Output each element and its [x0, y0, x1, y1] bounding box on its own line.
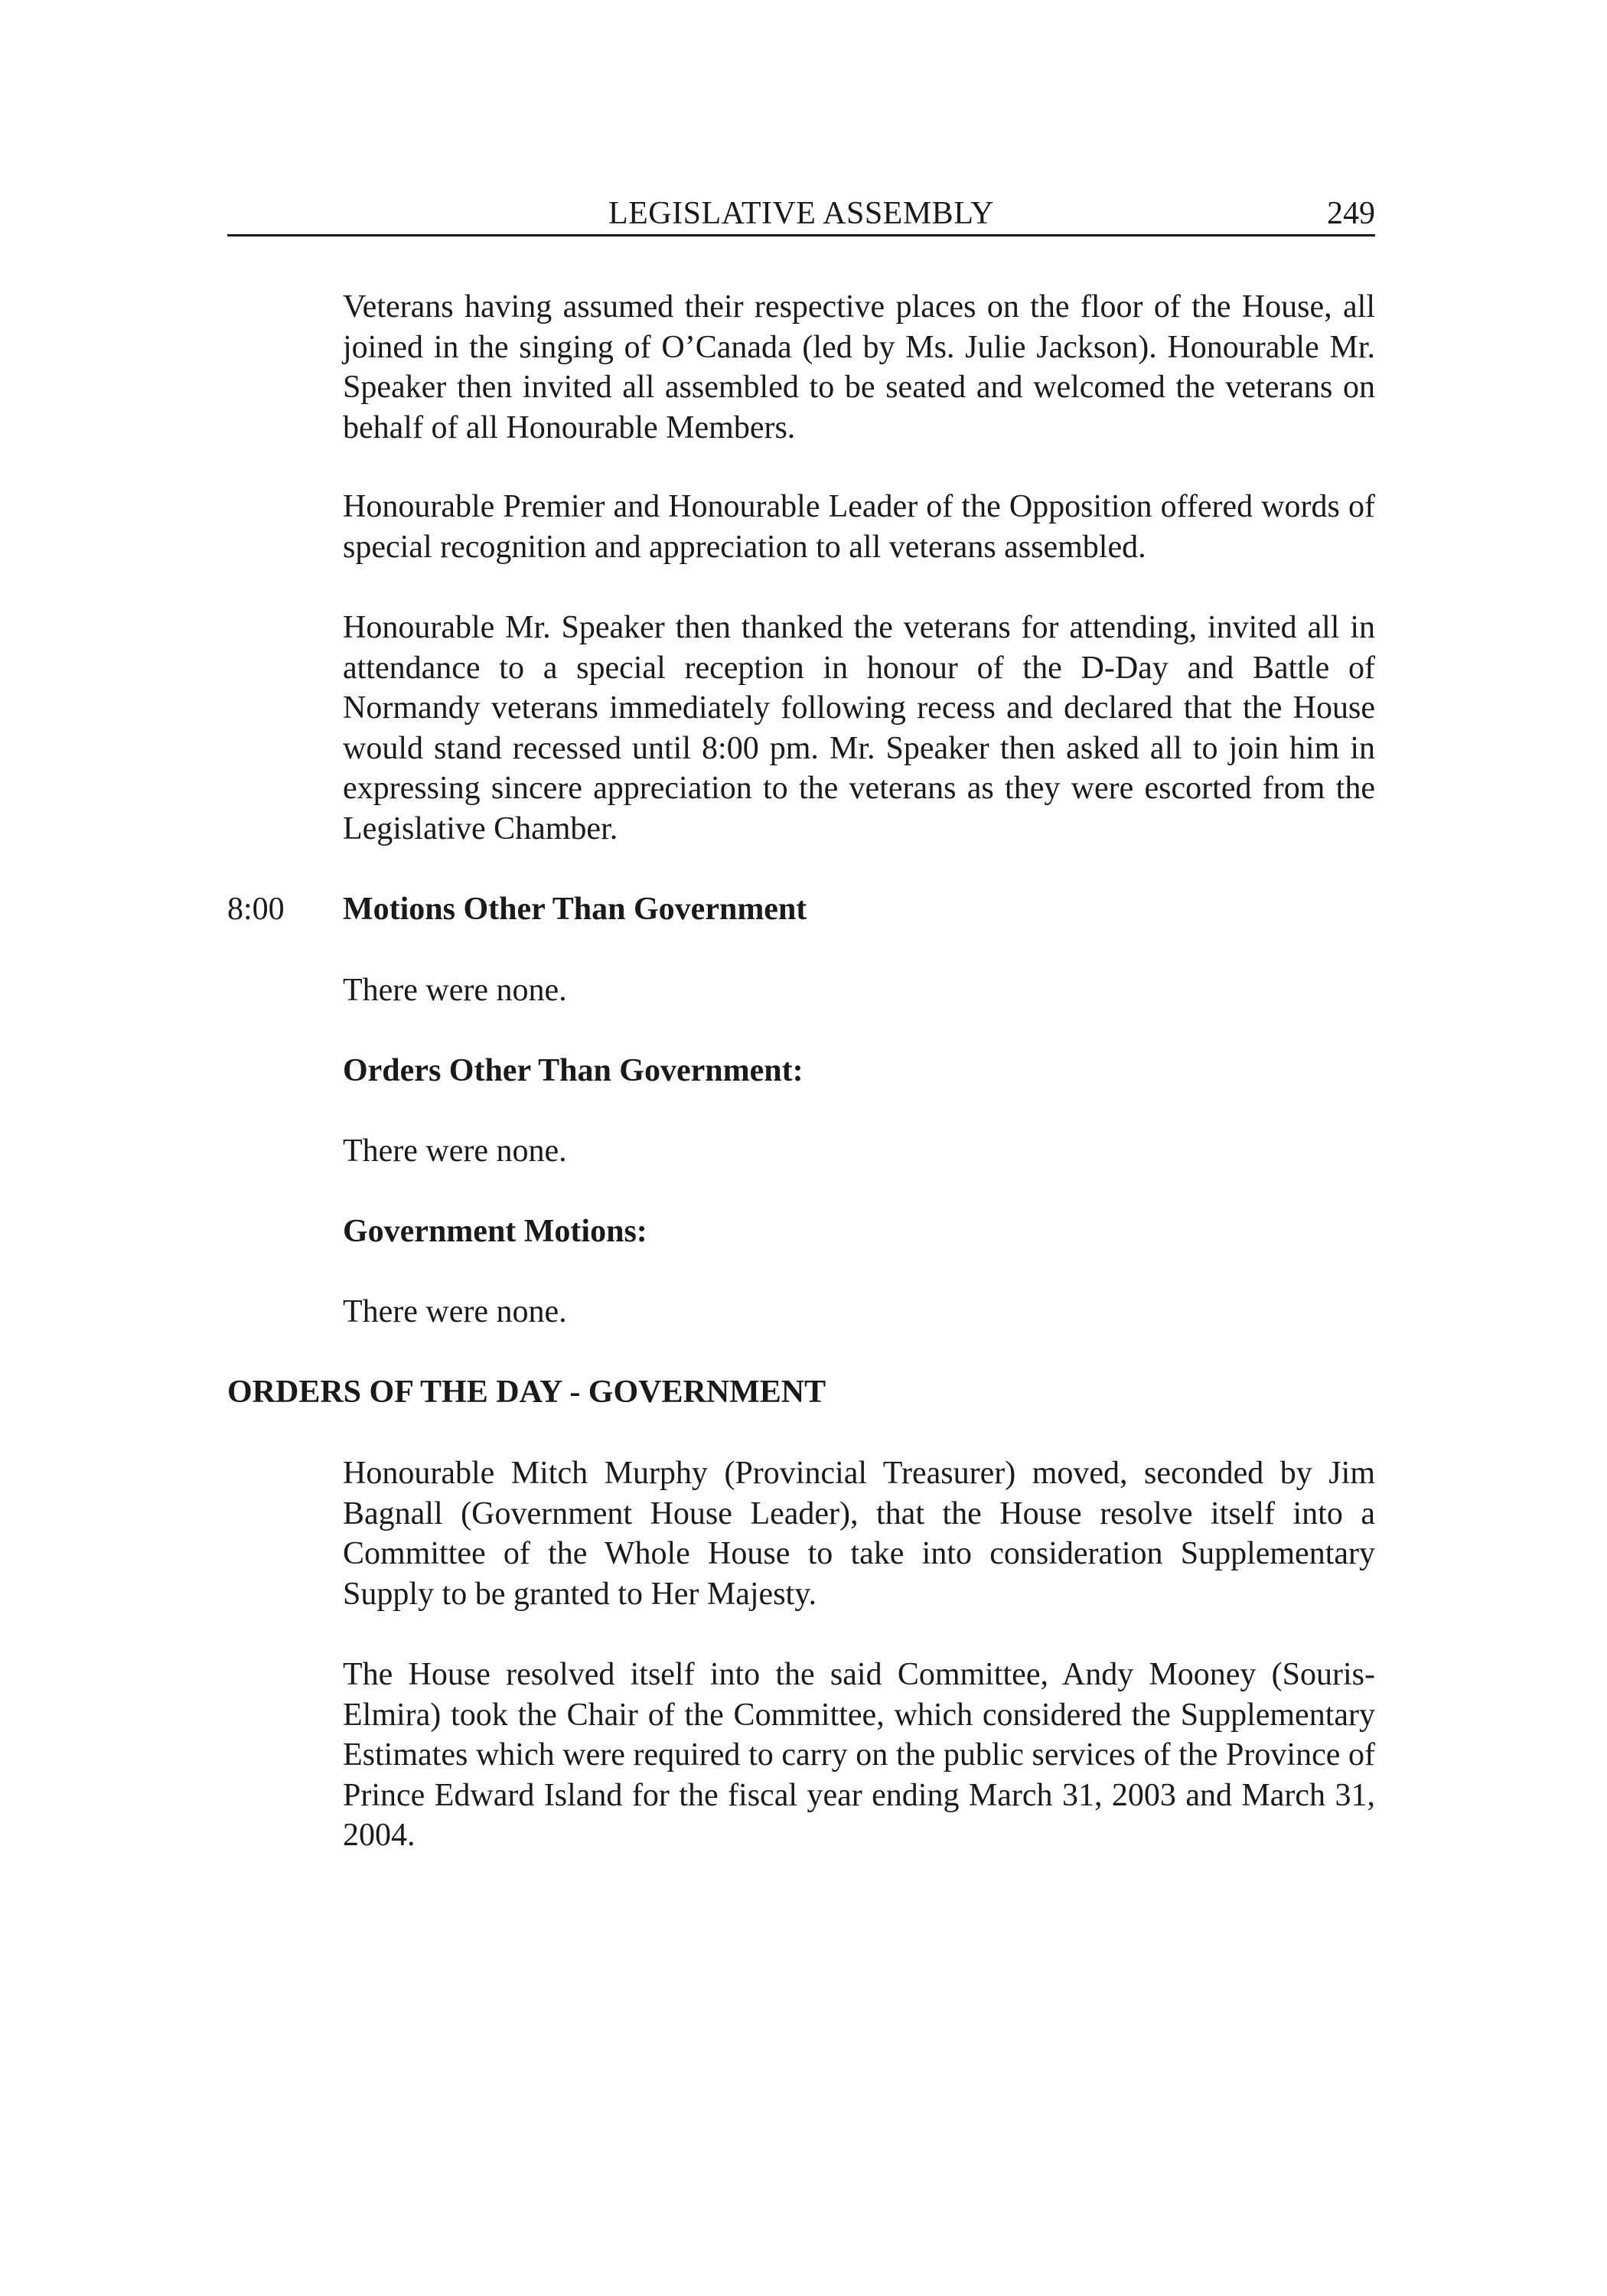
- paragraph-supplementary-supply-motion: Honourable Mitch Murphy (Provincial Treasurer) moved, seconded by Jim Bagnall (Government House Leader), that the House resolve itself into a Committee of the Whole House to take into consideration Supplementary Supply to be granted to Her Majesty.: [343, 1456, 1375, 1612]
- paragraph-committee-of-the-whole: The House resolved itself into the said Committee, Andy Mooney (Souris-Elmira) took the Chair of the Committee, which considered the Supplementary Estimates which were required to carry on the public services of the Province of Prince Edward Island for the fiscal year ending March 31, 2003 and March 31, 2004.: [343, 1657, 1375, 1853]
- government-motions-none-note: There were none.: [343, 1294, 567, 1329]
- orders-of-the-day-heading: ORDERS OF THE DAY - GOVERNMENT: [227, 1375, 826, 1410]
- running-header: [227, 193, 1375, 236]
- orders-other-than-government-heading: Orders Other Than Government:: [343, 1053, 804, 1088]
- page-number: 249: [1327, 196, 1375, 231]
- motions-other-than-government-heading: Motions Other Than Government: [343, 892, 807, 927]
- header-title: LEGISLATIVE ASSEMBLY: [608, 196, 994, 231]
- paragraph-special-recognition: Honourable Premier and Honourable Leader of the Opposition offered words of special recognition and appreciation to all veterans assembled.: [343, 489, 1375, 565]
- time-stamp: 8:00: [227, 892, 285, 927]
- motions-none-note: There were none.: [343, 973, 567, 1008]
- government-motions-heading: Government Motions:: [343, 1214, 647, 1249]
- paragraph-veterans-assembled: Veterans having assumed their respective places on the floor of the House, all joined in the singing of O’Canada (led by Ms. Julie Jackson). Honourable Mr. Speaker then invited all assembled to be seated and welcomed the veterans on behalf of all Honourable Members.: [343, 289, 1375, 445]
- paragraph-speaker-thanks: Honourable Mr. Speaker then thanked the veterans for attending, invited all in attendance to a special reception in honour of the D-Day and Battle of Normandy veterans immediately following recess and declared that the House would stand recessed until 8:00 pm. Mr. Speaker then asked all to join him in expressing sincere appreciation to the veterans as they were escorted from the Legislative Chamber.: [343, 610, 1375, 846]
- orders-none-note: There were none.: [343, 1133, 567, 1169]
